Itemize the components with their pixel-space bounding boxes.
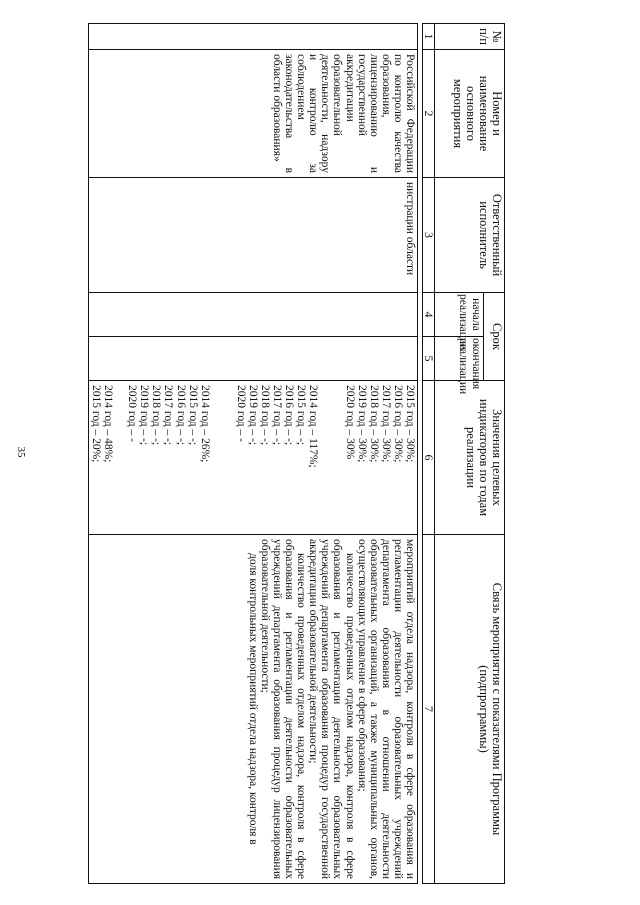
header-values: Значения целевых индикаторов по годам реализации <box>435 381 505 535</box>
value-line: 2016 год – -; <box>283 385 296 446</box>
row-executor: нистрации области <box>88 178 417 293</box>
row-term-end <box>88 337 417 381</box>
header-row-1 <box>484 24 505 884</box>
program-activities-table <box>88 23 505 884</box>
value-line: 2020 год – - <box>234 385 247 442</box>
index-cell: 1 <box>423 24 435 50</box>
value-line: 2016 год – 30%; <box>391 385 404 463</box>
row-activity-name: Российской Федерации по контролю качества образования, лицензированию и государственной аккредитации образовательной деятельности, надзору и контролю за соблюдением законодательства в области образования» <box>88 50 417 178</box>
index-cell: 3 <box>423 178 435 293</box>
link-paragraph: количество проведенных отделом надзора, контроля в сфере образования и регламентации деятельности образовательных учреждений департамента образования процедур государственной аккредитации образовательной деятельности; <box>307 539 356 880</box>
row-program-link <box>88 535 417 884</box>
header-num: № п/п <box>435 24 505 50</box>
value-line: 2015 год – 20%; <box>90 385 103 463</box>
index-cell: 2 <box>423 50 435 178</box>
value-line: 2016 год – -; <box>174 385 187 446</box>
value-line: 2014 год – 48%; <box>102 385 115 463</box>
row-term-start <box>88 293 417 337</box>
value-line: 2018 год – 30%; <box>367 385 380 463</box>
value-line: 2018 год – -; <box>150 385 163 446</box>
value-line: 2015 год – -; <box>186 385 199 446</box>
rotated-page <box>0 23 505 883</box>
value-line: 2015 год – -; <box>295 385 308 446</box>
column-index-row <box>423 24 435 884</box>
header-term: Срок <box>484 293 505 381</box>
header-executor: Ответственный исполнитель <box>435 178 505 293</box>
value-line: 2020 год – - <box>126 385 139 442</box>
index-cell: 4 <box>423 293 435 337</box>
value-line: 2019 год – -; <box>246 385 259 446</box>
value-line: 2014 год – 117%; <box>307 385 320 468</box>
header-term-start: начала реализации <box>435 293 484 337</box>
page-number: 35 <box>15 446 27 458</box>
value-line: 2018 год – -; <box>259 385 272 446</box>
separator-row <box>418 24 423 884</box>
row-target-values <box>88 381 417 535</box>
link-paragraph: мероприятий отдела надзора, контроля в сфере образования и регламентации деятельности образовательных учреждений департамента образования в отношении деятельности образовательных организаций, а также муниципальных органов, осуществляющих управление в сфере образования; <box>355 539 416 880</box>
value-line: 2014 год – 26%; <box>198 385 211 463</box>
header-term-end: окончания реализации <box>435 337 484 381</box>
value-line: 2017 год – -; <box>271 385 284 446</box>
header-link: Связь мероприятия с показателями Программы (подпрограммы) <box>435 535 505 884</box>
value-line: 2017 год – -; <box>162 385 175 446</box>
link-paragraph: доля контрольных мероприятий отдела надзора, контроля в <box>246 553 259 845</box>
value-line: 2017 год – 30%; <box>379 385 392 463</box>
value-line: 2015 год – 30%; <box>404 385 416 463</box>
table-row <box>88 24 417 884</box>
link-paragraph: количество проведенных отделом надзора, контроля в сфере образования и регламентации деятельности образовательных учреждений департамента образования процедур лицензирования образовательной деятельности; <box>258 539 308 880</box>
row-num <box>88 24 417 50</box>
index-cell: 6 <box>423 381 435 535</box>
index-cell: 7 <box>423 535 435 884</box>
header-name: Номер и наименование основного мероприятия <box>435 50 505 178</box>
value-line: 2020 год – 30% <box>343 385 356 460</box>
value-line: 2019 год – 30%; <box>355 385 368 463</box>
value-line: 2019 год – -; <box>138 385 151 446</box>
index-cell: 5 <box>423 337 435 381</box>
